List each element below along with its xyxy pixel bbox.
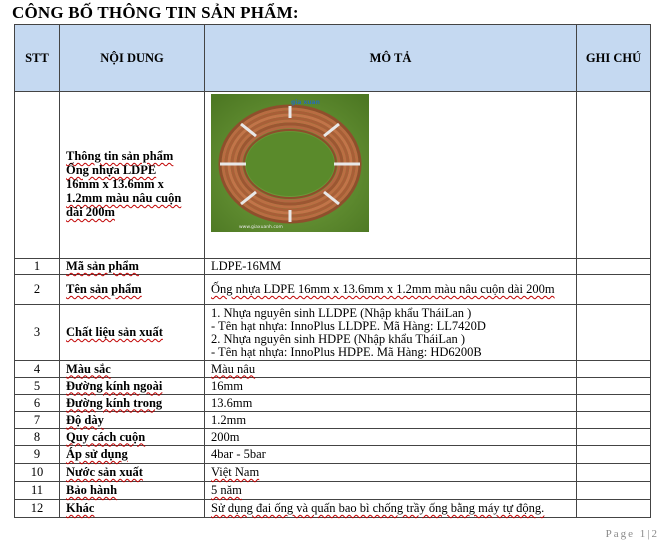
table-row: [15, 446, 651, 464]
row-stt: 2: [15, 275, 60, 305]
row-value: Việt Nam: [205, 464, 577, 482]
row-note: [577, 482, 651, 500]
product-info-line: 1.2mm màu nâu cuộn: [66, 191, 182, 205]
row-stt: 1: [15, 259, 60, 275]
row-label: Đường kính trong: [60, 395, 205, 412]
row-label: Độ dày: [60, 412, 205, 429]
product-info-line: Thông tin sản phẩm: [66, 149, 174, 163]
row-note: [577, 412, 651, 429]
row-note: [577, 361, 651, 378]
product-info-line: dài 200m: [66, 205, 115, 219]
cell-empty: [15, 92, 60, 259]
table-row: [15, 275, 651, 305]
row-note: [577, 429, 651, 446]
row-label: Màu sắc: [60, 361, 205, 378]
row-value: 5 năm: [205, 482, 577, 500]
row-stt: 3: [15, 305, 60, 361]
product-info-table: [14, 24, 651, 518]
row-stt: 7: [15, 412, 60, 429]
row-note: [577, 275, 651, 305]
row-label: Khác: [60, 500, 205, 518]
table-row: [15, 429, 651, 446]
row-stt: 8: [15, 429, 60, 446]
table-row: [15, 361, 651, 378]
row-label: Nước sản xuất: [60, 464, 205, 482]
row-note: [577, 305, 651, 361]
row-stt: 11: [15, 482, 60, 500]
page-title: CÔNG BỐ THÔNG TIN SẢN PHẨM:: [12, 3, 299, 22]
photo-watermark: www.giaxuanh.com: [239, 225, 283, 230]
row-label: Tên sản phẩm: [60, 275, 205, 305]
row-value: 1.2mm: [205, 412, 577, 429]
row-value: Sử dụng đai ống và quấn bao bì chống trầy ống bằng máy tự động.: [205, 500, 577, 518]
row-value: 16mm: [205, 378, 577, 395]
row-value: Ống nhựa LDPE 16mm x 13.6mm x 1.2mm màu nâu cuộn dài 200m: [205, 275, 577, 305]
row-stt: 5: [15, 378, 60, 395]
row-label: Mã sản phẩm: [60, 259, 205, 275]
table-row: [15, 259, 651, 275]
row-label: Chất liệu sản xuất: [60, 305, 205, 361]
header-content: NỘI DUNG: [60, 25, 205, 92]
page-number: Page 1|2: [605, 528, 659, 540]
row-note: [577, 500, 651, 518]
material-line: 1. Nhựa nguyên sinh LLDPE (Nhập khẩu TháiLan ): [211, 305, 472, 320]
table-row: [15, 305, 651, 361]
table-row: [15, 412, 651, 429]
product-info-cell: [60, 92, 205, 259]
photo-logo: gia xuan: [291, 99, 320, 106]
row-stt: 9: [15, 446, 60, 464]
table-header-row: [15, 25, 651, 92]
pipe-coil-image: [211, 94, 369, 232]
row-label: Quy cách cuộn: [60, 429, 205, 446]
material-line: 2. Nhựa nguyên sinh HDPE (Nhập khẩu TháiLan ): [211, 331, 466, 346]
row-note: [577, 395, 651, 412]
product-photo-cell: [205, 92, 577, 259]
row-stt: 6: [15, 395, 60, 412]
table-row: [15, 378, 651, 395]
row-note: [577, 446, 651, 464]
row-value: Màu nâu: [205, 361, 577, 378]
row-note: [577, 464, 651, 482]
table-row: [15, 464, 651, 482]
product-info-line: Ống nhựa LDPE: [66, 163, 157, 177]
row-stt: 12: [15, 500, 60, 518]
row-value: [205, 305, 577, 361]
row-note: [577, 378, 651, 395]
cell-note: [577, 92, 651, 259]
row-value: 200m: [205, 429, 577, 446]
row-label: Áp sử dụng: [60, 446, 205, 464]
row-stt: 4: [15, 361, 60, 378]
material-line: - Tên hạt nhựa: InnoPlus LLDPE. Mã Hàng: LL7420D: [211, 318, 486, 333]
row-label: Bảo hành: [60, 482, 205, 500]
row-stt: 10: [15, 464, 60, 482]
header-stt: STT: [15, 25, 60, 92]
header-description: MÔ TẢ: [205, 25, 577, 92]
table-row: [15, 482, 651, 500]
row-label: Đường kính ngoài: [60, 378, 205, 395]
row-value: 4bar - 5bar: [205, 446, 577, 464]
table-row: [15, 395, 651, 412]
row-value: LDPE-16MM: [205, 259, 577, 275]
product-image-row: [15, 92, 651, 259]
product-photo: [211, 94, 369, 232]
row-value: 13.6mm: [205, 395, 577, 412]
table-row: [15, 500, 651, 518]
product-info-line: 16mm x 13.6mm x: [66, 177, 164, 191]
header-note: GHI CHÚ: [577, 25, 651, 92]
row-note: [577, 259, 651, 275]
material-line: - Tên hạt nhựa: InnoPlus HDPE. Mã Hàng: HD6200B: [211, 344, 482, 359]
